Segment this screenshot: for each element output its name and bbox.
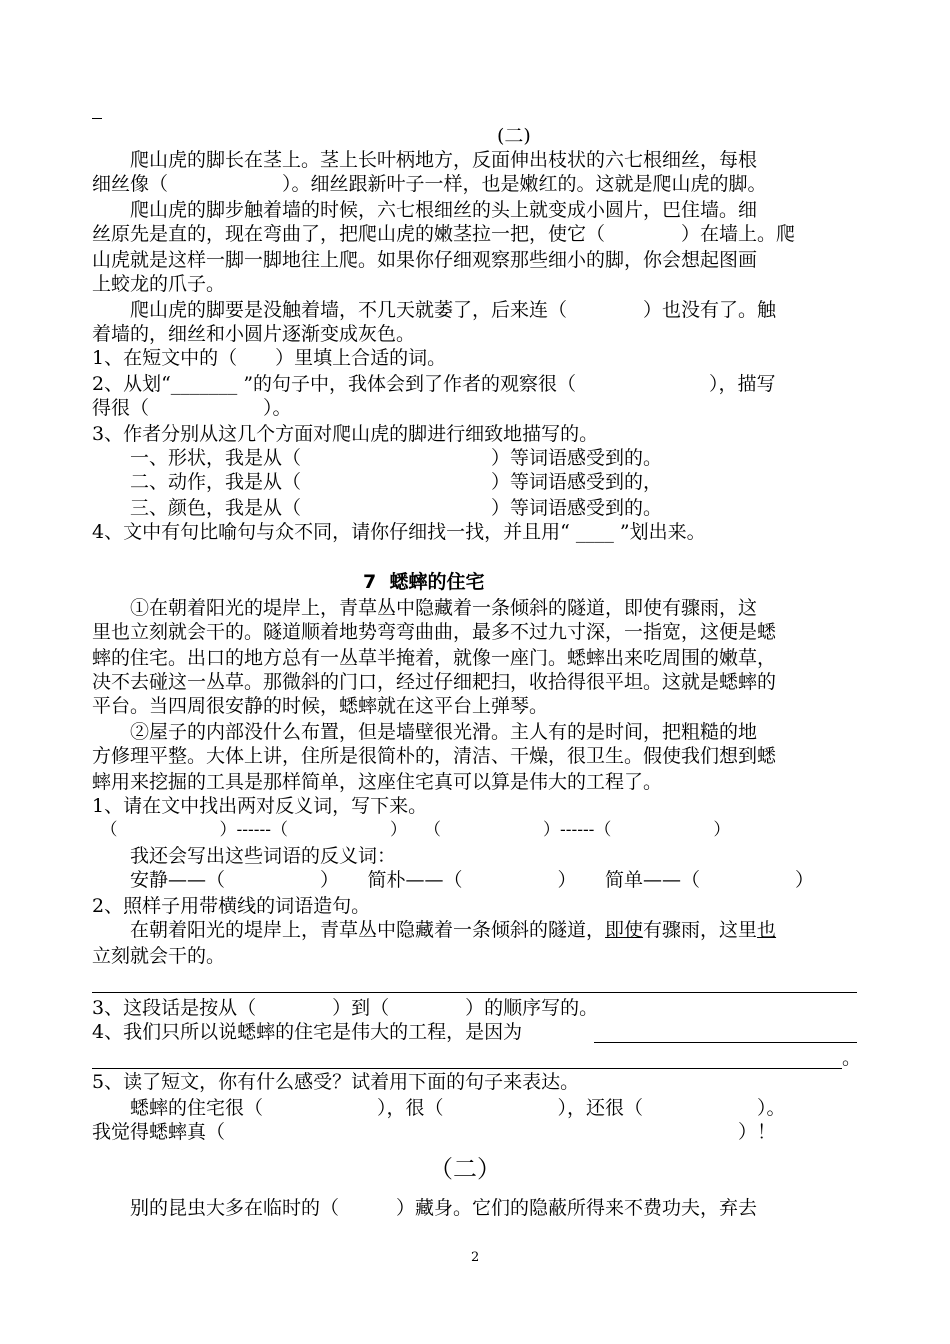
question-line: 三、颜色，我是从（ ）等词语感受到的。	[92, 497, 663, 519]
lesson-title: 7 蟋蟀的住宅	[363, 571, 485, 593]
paragraph-line: 方修理平整。大体上讲，住所是很简朴的，清洁、干燥，很卫生。假使我们想到蟋	[92, 745, 777, 767]
paragraph-line: 着墙的，细丝和小圆片逐渐变成灰色。	[92, 323, 416, 345]
paragraph-line: 里也立刻就会干的。隧道顺着地势弯弯曲曲，最多不过九寸深，一指宽，这便是蟋	[92, 621, 777, 643]
question-line: 1、在短文中的（ ）里填上合适的词。	[92, 347, 447, 369]
question-line: 3、作者分别从这几个方面对爬山虎的脚进行细致地描写的。	[92, 423, 599, 445]
answer-line[interactable]	[92, 992, 857, 993]
paragraph-line: 丝原先是直的，现在弯曲了，把爬山虎的嫩茎拉一把，使它（ ）在墙上。爬	[92, 223, 796, 245]
paragraph-line: ②屋子的内部没什么布置，但是墙壁很光滑。主人有的是时间，把粗糙的地	[92, 721, 758, 743]
example-sentence-cont: 立刻就会干的。	[92, 945, 226, 967]
section-heading-1: (二)	[497, 125, 531, 147]
paragraph-line: 上蛟龙的爪子。	[92, 273, 226, 295]
question-line: 3、这段话是按从（ ）到（ ）的顺序写的。	[92, 997, 599, 1019]
page-number: 2	[471, 1250, 480, 1265]
question-line: 一、形状，我是从（ ）等词语感受到的。	[92, 447, 663, 469]
question-line: 2、从划“_______ ”的句子中，我体会到了作者的观察很（ ），描写	[92, 373, 776, 395]
paragraph-line: 山虎就是这样一脚一脚地往上爬。如果你仔细观察那些细小的脚，你会想起图画	[92, 249, 758, 271]
question-line: 得很（ ）。	[92, 397, 292, 419]
question-line: 4、我们只所以说蟋蟀的住宅是伟大的工程，是因为	[92, 1021, 523, 1043]
paragraph-line: 别的昆虫大多在临时的（ ）藏身。它们的隐蔽所得来不费功夫，弃去	[92, 1197, 758, 1219]
question-line: 2、照样子用带横线的词语造句。	[92, 895, 371, 917]
paragraph-line: 细丝像（ ）。细丝跟新叶子一样，也是嫩红的。这就是爬山虎的脚。	[92, 173, 767, 195]
answer-line[interactable]	[594, 1042, 857, 1043]
corner-dash	[92, 118, 102, 119]
question-line: 我觉得蟋蟀真（ ）！	[92, 1121, 777, 1143]
period: 。	[842, 1047, 862, 1069]
paragraph-line: 爬山虎的脚步触着墙的时候，六七根细丝的头上就变成小圆片，巴住墙。细	[92, 199, 758, 221]
question-line: 蟋蟀的住宅很（ ），很（ ），还很（ ）。	[92, 1097, 786, 1119]
section-heading-2: （二）	[429, 1155, 501, 1183]
antonym-blanks: 安静——（ ） 简朴——（ ） 简单——（ ）	[92, 869, 815, 891]
paragraph-line: 蟀的住宅。出口的地方总有一丛草半掩着，就像一座门。蟋蟀出来吃周围的嫩草，	[92, 647, 777, 669]
question-line: 1、请在文中找出两对反义词，写下来。	[92, 795, 428, 817]
paragraph-line: 平台。当四周很安静的时候，蟋蟀就在这平台上弹琴。	[92, 695, 549, 717]
antonym-pairs: （ ）------（ ） （ ）------（ ）	[92, 820, 731, 840]
question-line: 4、文中有句比喻句与众不同，请你仔细找一找，并且用“ ____ ”划出来。	[92, 521, 706, 543]
paragraph-line: 爬山虎的脚要是没触着墙，不几天就萎了，后来连（ ）也没有了。触	[92, 299, 777, 321]
question-line: 5、读了短文，你有什么感受？试着用下面的句子来表达。	[92, 1071, 580, 1093]
example-sentence: 在朝着阳光的堤岸上，青草丛中隐藏着一条倾斜的隧道，即使有骤雨，这里也	[92, 919, 777, 941]
question-line: 二、动作，我是从（ ）等词语感受到的，	[92, 471, 663, 493]
paragraph-line: 决不去碰这一丛草。那微斜的门口，经过仔细耙扫，收拾得很平坦。这就是蟋蟀的	[92, 671, 777, 693]
paragraph-line: ①在朝着阳光的堤岸上，青草丛中隐藏着一条倾斜的隧道，即使有骤雨，这	[92, 597, 758, 619]
answer-line[interactable]	[92, 1068, 842, 1069]
paragraph-line: 爬山虎的脚长在茎上。茎上长叶柄地方，反面伸出枝状的六七根细丝，每根	[92, 149, 758, 171]
question-line: 我还会写出这些词语的反义词：	[92, 845, 397, 867]
paragraph-line: 蟀用来挖掘的工具是那样简单，这座住宅真可以算是伟大的工程了。	[92, 771, 663, 793]
